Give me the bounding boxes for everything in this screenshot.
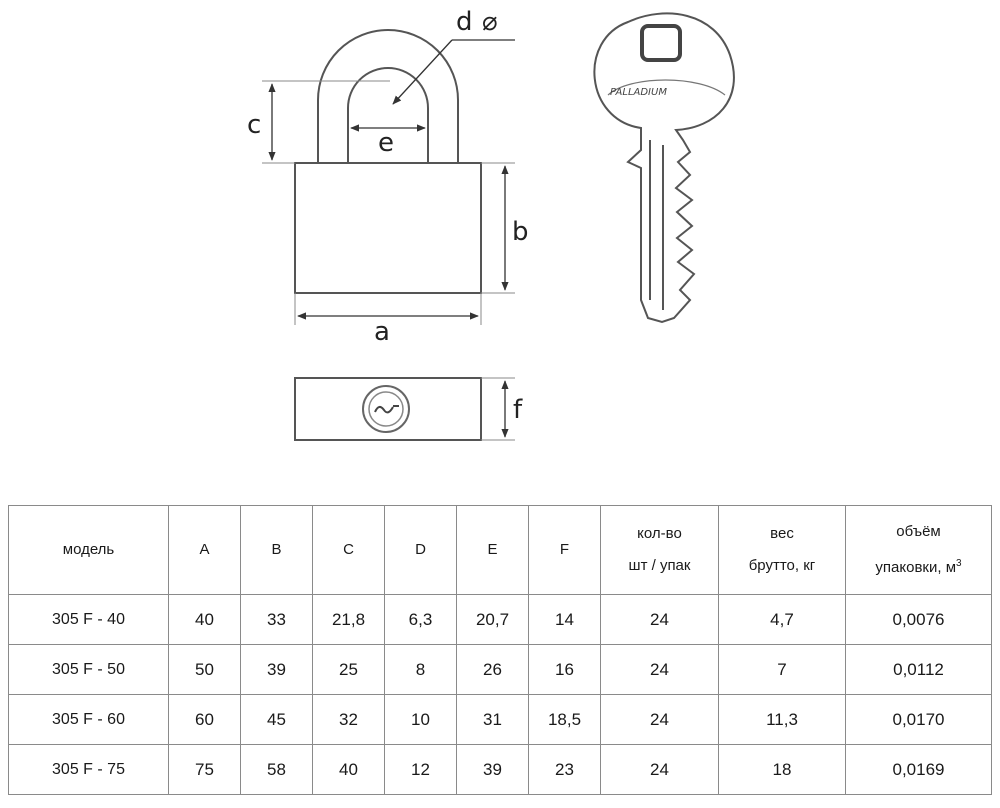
cell-model: 305 F - 75	[9, 745, 169, 795]
header-volume-line1: объём	[896, 523, 941, 540]
cell-d: 6,3	[385, 595, 457, 645]
cell-weight: 4,7	[719, 595, 846, 645]
cell-a: 75	[169, 745, 241, 795]
cell-model: 305 F - 50	[9, 645, 169, 695]
header-quantity-line1: кол-во	[637, 525, 682, 542]
cell-a: 50	[169, 645, 241, 695]
cell-volume: 0,0169	[846, 745, 992, 795]
cell-d: 12	[385, 745, 457, 795]
header-weight-line2: брутто, кг	[748, 557, 816, 574]
header-volume-superscript: 3	[956, 558, 962, 569]
diameter-symbol: ⌀	[482, 7, 498, 37]
label-e: e	[378, 128, 394, 158]
dimension-f	[481, 378, 523, 440]
header-d: D	[385, 506, 457, 595]
cell-e: 26	[457, 645, 529, 695]
cell-model: 305 F - 60	[9, 695, 169, 745]
cell-quantity: 24	[601, 745, 719, 795]
table-row	[9, 745, 992, 795]
header-quantity	[601, 506, 719, 595]
cell-b: 45	[241, 695, 313, 745]
cell-a: 60	[169, 695, 241, 745]
cell-d: 10	[385, 695, 457, 745]
cell-c: 32	[313, 695, 385, 745]
table-row	[9, 645, 992, 695]
padlock-body	[295, 163, 481, 293]
cell-c: 25	[313, 645, 385, 695]
dimension-a	[295, 293, 481, 347]
label-c: c	[247, 110, 262, 140]
table-header-row	[9, 506, 992, 595]
cell-f: 18,5	[529, 695, 601, 745]
header-b: B	[241, 506, 313, 595]
cell-weight: 18	[719, 745, 846, 795]
header-a: A	[169, 506, 241, 595]
header-volume-line2: упаковки, м	[875, 559, 957, 576]
dimension-d	[393, 7, 515, 104]
cell-f: 23	[529, 745, 601, 795]
label-d: d	[456, 7, 473, 37]
cell-volume: 0,0170	[846, 695, 992, 745]
header-volume	[846, 506, 992, 595]
header-c: C	[313, 506, 385, 595]
cell-b: 58	[241, 745, 313, 795]
cell-e: 39	[457, 745, 529, 795]
key-brand-logo: PALLADIUM	[610, 87, 667, 98]
cell-c: 40	[313, 745, 385, 795]
table-row	[9, 695, 992, 745]
header-e: E	[457, 506, 529, 595]
key-illustration	[594, 13, 734, 322]
cell-quantity: 24	[601, 695, 719, 745]
cell-c: 21,8	[313, 595, 385, 645]
cell-quantity: 24	[601, 595, 719, 645]
cell-d: 8	[385, 645, 457, 695]
label-f: f	[513, 395, 523, 425]
cell-weight: 7	[719, 645, 846, 695]
header-f: F	[529, 506, 601, 595]
cell-b: 39	[241, 645, 313, 695]
header-model: модель	[9, 506, 169, 595]
cell-volume: 0,0112	[846, 645, 992, 695]
padlock-bottom-view	[295, 378, 481, 440]
header-weight	[719, 506, 846, 595]
header-weight-line1: вес	[770, 525, 794, 542]
cell-weight: 11,3	[719, 695, 846, 745]
cell-a: 40	[169, 595, 241, 645]
table-row	[9, 595, 992, 645]
label-b: b	[512, 217, 529, 247]
cell-f: 14	[529, 595, 601, 645]
cell-quantity: 24	[601, 645, 719, 695]
cell-e: 31	[457, 695, 529, 745]
cell-b: 33	[241, 595, 313, 645]
dimension-b	[481, 163, 529, 293]
label-a: a	[374, 317, 390, 347]
header-quantity-line2: шт / упак	[628, 557, 691, 574]
cell-f: 16	[529, 645, 601, 695]
cell-model: 305 F - 40	[9, 595, 169, 645]
cell-volume: 0,0076	[846, 595, 992, 645]
dimension-e	[351, 128, 425, 158]
cell-e: 20,7	[457, 595, 529, 645]
padlock-specification-table	[8, 505, 992, 795]
